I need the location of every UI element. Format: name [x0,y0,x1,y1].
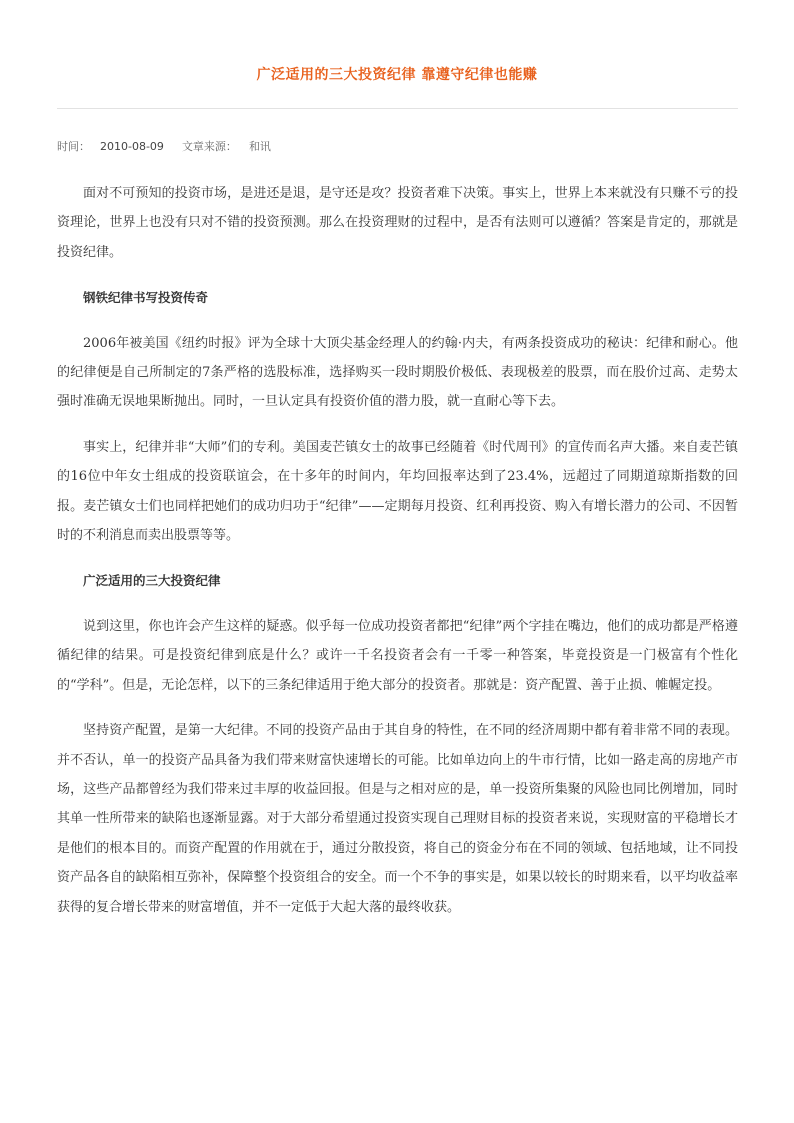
source-name: 和讯 [248,140,271,153]
paragraph-intro: 面对不可预知的投资市场，是进还是退，是守还是攻？投资者难下决策。事实上，世界上本来就没有只赚不亏的投资理论，世界上也没有只对不错的投资预测。那么在投资理财的过程中，是否有法则可以遵循？答案是肯定的，那就是投资纪律。 [57,186,738,260]
paragraph-what-is-discipline: 说到这里，你也许会产生这样的疑惑。似乎每一位成功投资者都把“纪律”两个字挂在嘴边，他们的成功都是严格遵循纪律的结果。可是投资纪律到底是什么？或许一千名投资者会有一千零一种答案，毕竟投资是一门极富有个性化的“学科”。但是，无论怎样，以下的三条纪律适用于绝大部分的投资者。那就是：资产配置、善于止损、帷幄定投。 [57,618,738,693]
time-label: 时间： [57,140,90,153]
section-heading-three-disciplines: 广泛适用的三大投资纪律 [83,573,221,589]
source-label: 文章来源： [181,140,237,153]
article-body [57,179,738,938]
article-meta [57,138,271,154]
paragraph-beardstown-ladies: 事实上，纪律并非“大师”们的专利。美国麦芒镇女士的故事已经随着《时代周刊》的宣传而名声大播。来自麦芒镇的16位中年女士组成的投资联谊会，在十多年的时间内，年均回报率达到了23.4%，远超过了同期道琼斯指数的回报。麦芒镇女士们也同样把她们的成功归功于“纪律”——定期每月投资、红利再投资、购入有增长潜力的公司、不因暂时的不利消息而卖出股票等等。 [57,439,738,544]
section-heading-steel-discipline: 钢铁纪律书写投资传奇 [83,290,209,306]
paragraph-asset-allocation: 坚持资产配置，是第一大纪律。不同的投资产品由于其自身的特性，在不同的经济周期中都有着非常不同的表现。并不否认，单一的投资产品具备为我们带来财富快速增长的可能。比如单边向上的牛市行情，比如一路走高的房地产市场，这些产品都曾经为我们带来过丰厚的收益回报。但是与之相对应的是，单一投资所集聚的风险也同比例增加，同时其单一性所带来的缺陷也逐渐显露。对于大部分希望通过投资实现自己理财目标的投资者来说，实现财富的平稳增长才是他们的根本目的。而资产配置的作用就在于，通过分散投资，将自己的资金分布在不同的领域、包括地域，让不同投资产品各自的缺陷相互弥补，保障整个投资组合的安全。而一个不争的事实是，如果以较长的时期来看，以平均收益率获得的复合增长带来的财富增值，并不一定低于大起大落的最终收获。 [57,723,738,915]
paragraph-john-neff: 2006年被美国《纽约时报》评为全球十大顶尖基金经理人的约翰·内夫，有两条投资成功的秘诀：纪律和耐心。他的纪律便是自己所制定的7条严格的选股标准，选择购买一段时期股价极低、表现极差的股票，而在股价过高、走势太强时准确无误地果断抛出。同时，一旦认定具有投资价值的潜力股，就一直耐心等下去。 [57,335,738,410]
publish-date: 2010-08-09 [100,140,164,153]
title-divider [57,108,738,109]
article-title: 广泛适用的三大投资纪律 靠遵守纪律也能赚 [256,67,538,83]
